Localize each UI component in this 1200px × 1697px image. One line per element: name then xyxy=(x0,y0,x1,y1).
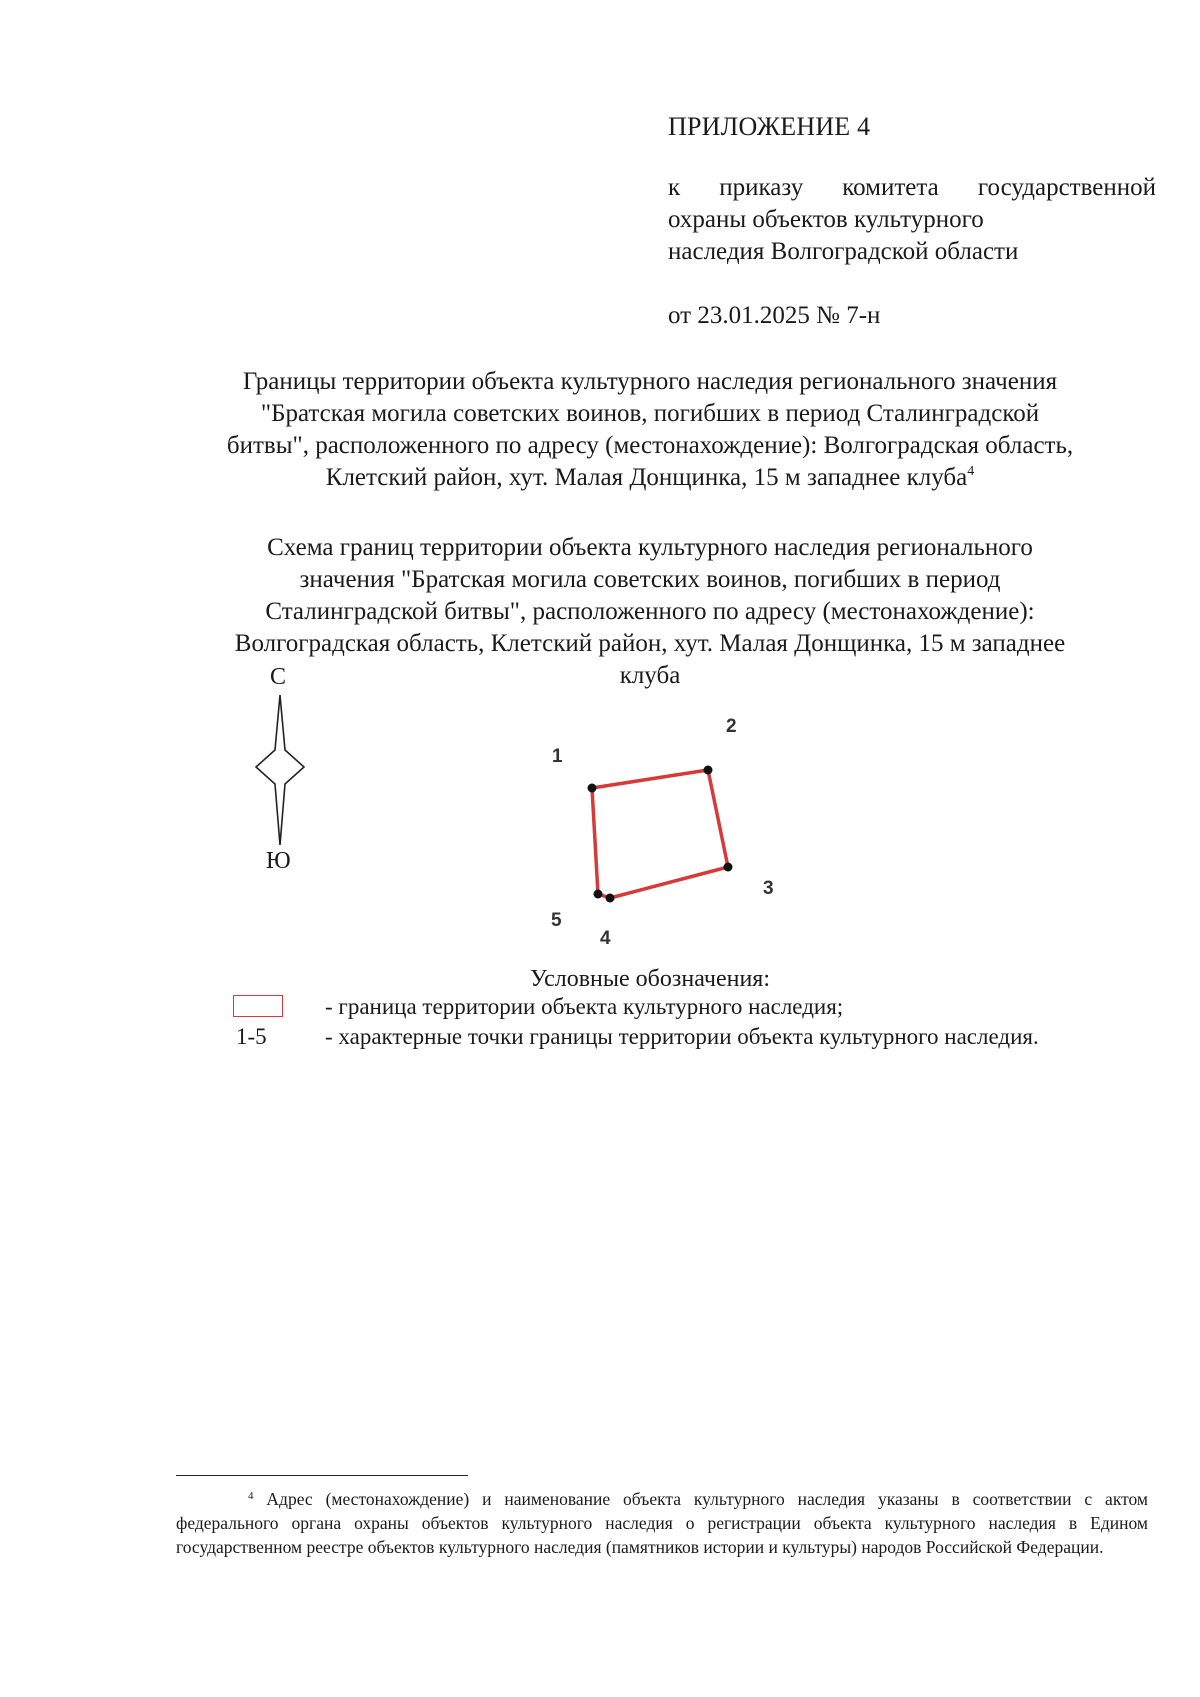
boundary-point-3 xyxy=(724,863,733,872)
footnote-mark: 4 xyxy=(248,1490,254,1502)
boundary-scheme-drawing xyxy=(520,700,820,960)
borders-title-line: "Братская могила советских воинов, погибших в период Сталинградской xyxy=(260,400,1040,427)
boundary-point-label: 1 xyxy=(552,746,563,767)
borders-title-line xyxy=(150,462,1150,494)
scheme-title-line: Схема границ территории объекта культурного наследия регионального xyxy=(267,534,1033,561)
scheme-title-line: Сталинградской битвы", расположенного по адресу (местонахождение): xyxy=(265,598,1035,625)
annex-order-date: от 23.01.2025 № 7-н xyxy=(668,302,881,329)
annex-title: ПРИЛОЖЕНИЕ 4 xyxy=(668,112,871,141)
scheme-title xyxy=(150,532,1150,692)
scheme-title-line: значения "Братская могила советских воинов, погибших в период xyxy=(299,566,1001,593)
footnote-separator xyxy=(176,1475,468,1476)
compass-north-label: С xyxy=(270,664,287,690)
footnote-text: Адрес (местонахождение) и наименование объекта культурного наследия указаны в соответствии с актом федерального органа охраны объектов культурного наследия о регистрации объекта культурного наследия в Едином государственном реестре объектов культурного наследия (памятников истории и культуры) народов Российской Федерации. xyxy=(176,1489,1149,1557)
borders-title-line-text: Клетский район, хут. Малая Донщинка, 15 м западнее клуба xyxy=(325,464,968,491)
boundary-scheme xyxy=(520,700,820,960)
boundary-point-4 xyxy=(606,894,615,903)
legend-boundary-swatch xyxy=(233,995,283,1017)
compass-rose-icon xyxy=(250,695,310,845)
annex-order-line: наследия Волгоградской области xyxy=(668,238,1019,265)
footnote xyxy=(176,1487,1148,1559)
boundary-point-label: 2 xyxy=(726,716,737,737)
legend-boundary-text: - граница территории объекта культурного наследия; xyxy=(325,994,844,1019)
boundary-point-label: 3 xyxy=(763,878,774,899)
scheme-title-line: Волгоградская область, Клетский район, хут. Малая Донщинка, 15 м западнее xyxy=(234,630,1066,657)
boundary-point-label: 4 xyxy=(600,928,611,949)
territory-boundary xyxy=(592,770,728,898)
legend-points-text: - характерные точки границы территории объекта культурного наследия. xyxy=(325,1024,1039,1049)
annex-order-reference xyxy=(668,172,1156,268)
annex-order-line: охраны объектов культурного xyxy=(668,206,984,233)
boundary-point-5 xyxy=(594,890,603,899)
legend-title: Условные обозначения: xyxy=(529,966,771,992)
footnote-reference[interactable]: 4 xyxy=(967,464,975,479)
boundary-point-label: 5 xyxy=(551,910,562,931)
boundary-point-2 xyxy=(704,766,713,775)
boundary-point-1 xyxy=(588,784,597,793)
borders-title xyxy=(150,366,1150,494)
compass-south-label: Ю xyxy=(266,848,291,874)
legend-points-range: 1-5 xyxy=(236,1024,267,1049)
borders-title-line: Границы территории объекта культурного наследия регионального значения xyxy=(242,368,1058,395)
scheme-title-line: клуба xyxy=(619,662,681,689)
borders-title-line: битвы", расположенного по адресу (местонахождение): Волгоградская область, xyxy=(226,432,1074,459)
annex-order-line: к приказу комитета государственной xyxy=(668,174,1156,201)
